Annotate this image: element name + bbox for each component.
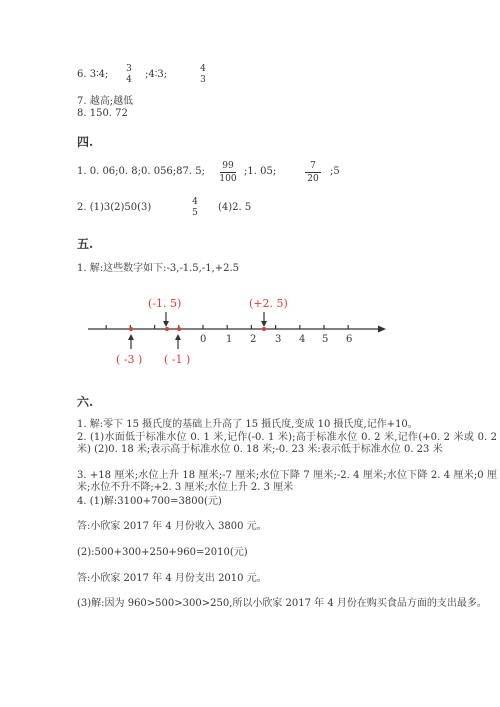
sec4-q1-text: 1. 0. 06;0. 8;0. 056;87. 5;	[77, 166, 205, 177]
number-line-arrowhead	[378, 326, 386, 333]
tick-label-4: 4	[299, 334, 306, 345]
point-minus-1	[177, 327, 181, 331]
sec6-p5: (2):500+300+250+960=2010(元)	[77, 547, 248, 558]
sec6-p4: 4. (1)解:3100+700=3800(元)	[77, 496, 222, 507]
frac-denominator: 3	[200, 75, 206, 85]
q8: 8. 150. 72	[77, 108, 128, 119]
sec6-p6: (3)解:因为 960>500>300>250,所以小欣家 2017 年 4 月份在购买食品方面的支出最多。	[77, 598, 487, 609]
frac-numerator: 99	[222, 161, 234, 171]
frac-denominator: 100	[219, 174, 237, 184]
tick-label-2: 2	[250, 334, 257, 345]
point-minus-1-5	[165, 327, 169, 331]
frac-denominator: 20	[307, 174, 319, 184]
sec4-q1-fraction-2	[303, 161, 323, 184]
frac-denominator: 4	[126, 75, 132, 85]
sec4-q1-fraction-1	[218, 161, 238, 184]
sec6-p3: 3. +18 厘米;水位上升 18 厘米;-7 厘米;水位下降 7 厘米;-2. 4 厘米;水位下降 2. 4 厘米;0 厘米;水位不升不降;+2. 3 厘米;水位上升 2. 3 厘米	[77, 470, 497, 493]
arrowhead-plus-2-5	[261, 321, 267, 327]
label-minus-1-5: (-1. 5)	[148, 297, 182, 310]
label-minus-1: ( -1 )	[164, 353, 191, 366]
label-minus-3: ( -3 )	[116, 353, 143, 366]
frac-numerator: 7	[310, 161, 316, 171]
tick-label-6: 6	[346, 334, 353, 345]
sec6-p1: 1. 解:零下 15 摄氏度的基础上升高了 15 摄氏度,变成 10 摄氏度,记作+10。	[77, 419, 418, 430]
arrowhead-minus-1	[175, 334, 181, 340]
sec5-intro: 1. 解:这些数字如下:-3,-1.5,-1,+2.5	[77, 263, 240, 274]
tick-label-1: 1	[226, 334, 233, 345]
point-minus-3	[129, 327, 133, 331]
sec6-answer-1: 答:小欣家 2017 年 4 月份收入 3800 元。	[77, 521, 267, 532]
sec4-q2-text: 2. (1)3(2)50(3)	[77, 202, 152, 213]
tick-label-3: 3	[275, 334, 282, 345]
sec4-q1-end: ;5	[330, 166, 340, 177]
section-5-title: 五.	[77, 237, 94, 251]
sec6-answer-2: 答:小欣家 2017 年 4 月份支出 2010 元。	[77, 573, 267, 584]
frac-numerator: 4	[200, 64, 206, 74]
section-4-title: 四.	[77, 135, 94, 149]
q6-prefix: 6. 3∶4;	[77, 69, 109, 80]
q7: 7. 越高;越低	[77, 96, 134, 107]
frac-numerator: 4	[192, 197, 198, 207]
sec6-p2: 2. (1)水面低于标准水位 0. 1 米,记作(-0. 1 米);高于标准水位 0. 2 米,记作(+0. 2 米或 0. 2 米) (2)0. 18 米;表示高于标准水位 0. 18 米;-0. 23 米:表示低于标准水位 0. 23 米	[77, 432, 497, 455]
q6-fraction-2	[193, 64, 213, 85]
frac-denominator: 5	[192, 208, 198, 218]
tick-label-0: 0	[200, 334, 207, 345]
arrowhead-minus-3	[128, 334, 134, 340]
sec4-q1-mid: ;1. 05;	[244, 166, 277, 177]
q6-fraction-1	[119, 64, 139, 85]
frac-bar	[305, 172, 321, 173]
label-plus-2-5: (+2. 5)	[249, 297, 288, 310]
section-6-title: 六.	[77, 395, 94, 409]
point-plus-2-5	[262, 327, 266, 331]
frac-bar	[220, 172, 236, 173]
sec4-q2-end: (4)2. 5	[218, 202, 252, 213]
sec4-q2-fraction	[185, 197, 205, 218]
frac-numerator: 3	[126, 64, 132, 74]
arrowhead-minus-1-5	[163, 321, 169, 327]
q6-mid: ;4∶3;	[145, 69, 168, 80]
number-line-ticks	[106, 325, 348, 329]
tick-label-5: 5	[322, 334, 329, 345]
